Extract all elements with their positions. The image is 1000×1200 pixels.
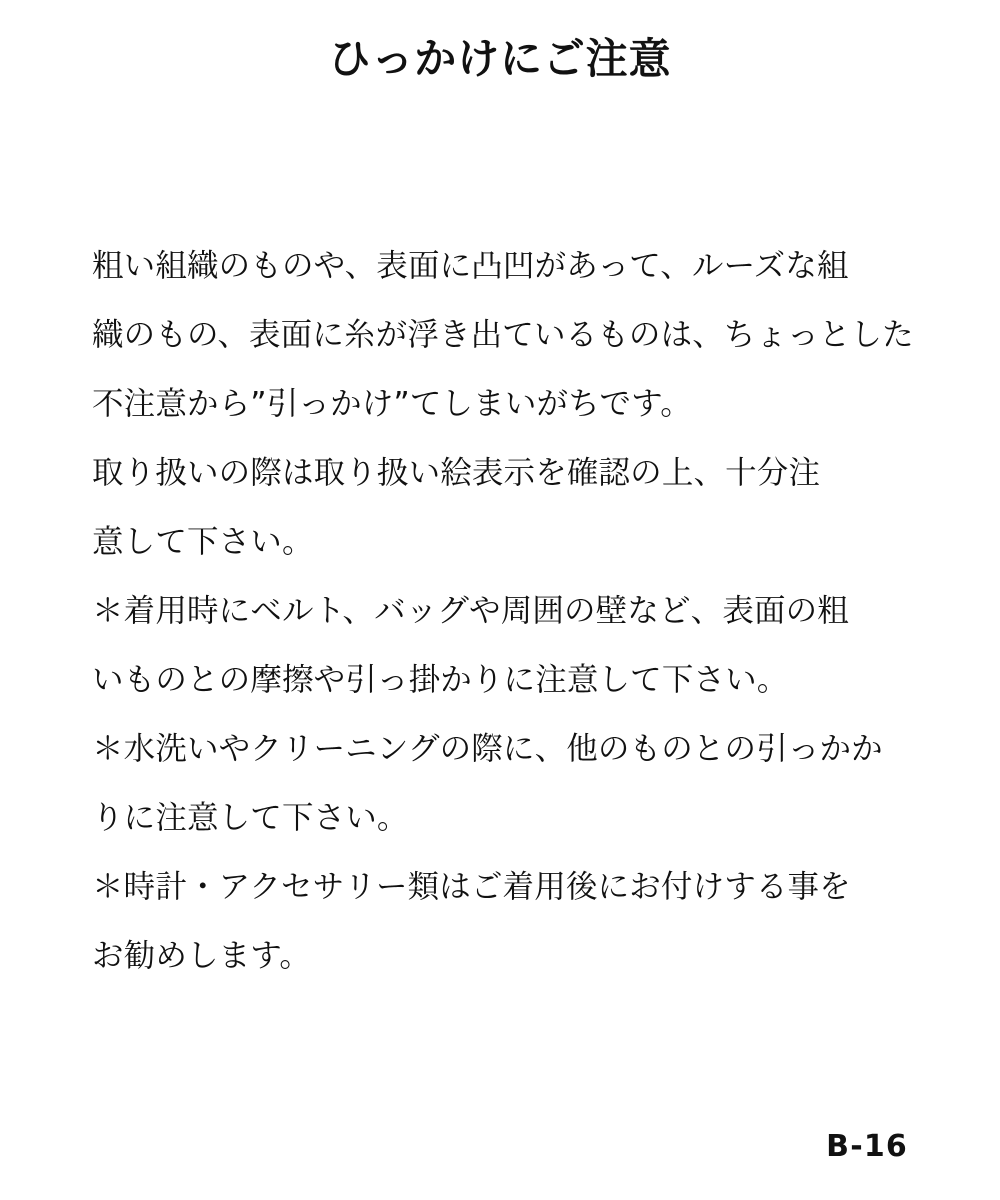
body-line: ＊着用時にベルト、バッグや周囲の壁など、表面の粗 — [92, 593, 849, 629]
page-title: ひっかけにご注意 — [328, 34, 672, 83]
body-line: いものとの摩擦や引っ掛かりに注意して下さい。 — [92, 662, 789, 698]
body-line: りに注意して下さい。 — [92, 800, 409, 836]
body-line: お勧めします。 — [92, 938, 312, 974]
body-line: ＊水洗いやクリーニングの際に、他のものとの引っかか — [92, 731, 883, 767]
page-code: B-16 — [826, 1129, 908, 1164]
body-line: 意して下さい。 — [92, 524, 314, 560]
body-line: 粗い組織のものや、表面に凸凹があって、ルーズな組 — [92, 248, 849, 284]
body-line: 取り扱いの際は取り扱い絵表示を確認の上、十分注 — [92, 455, 821, 491]
body-line: ＊時計・アクセサリー類はご着用後にお付けする事を — [92, 869, 851, 905]
body-line: 不注意から”引っかけ”てしまいがちです。 — [92, 386, 692, 422]
body-line: 織のもの、表面に糸が浮き出ているものは、ちょっとした — [92, 317, 914, 353]
body-text — [92, 232, 914, 991]
